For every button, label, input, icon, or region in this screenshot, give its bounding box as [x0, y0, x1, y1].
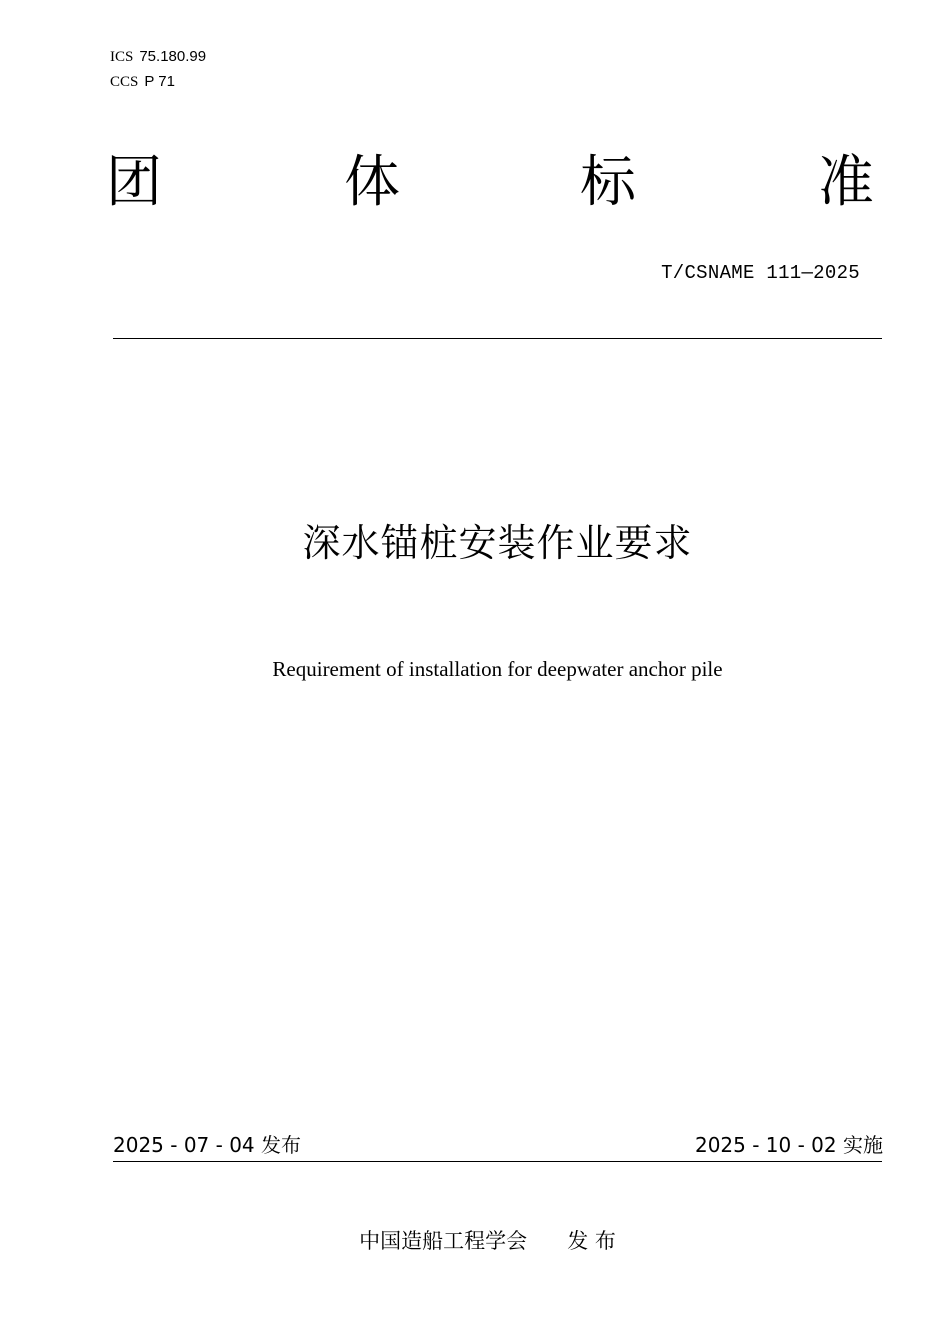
implementation-date: 2025 - 10 - 02 实施	[694, 1133, 883, 1157]
standard-number: T/CSNAME 111—2025	[661, 262, 860, 284]
ccs-label: CCS	[110, 74, 139, 90]
ics-label: ICS	[110, 49, 134, 65]
ics-value: 75.180.99	[139, 48, 207, 65]
header-divider	[113, 338, 882, 339]
publish-action: 发 布	[567, 1229, 616, 1253]
standard-type-char-1: 团	[106, 150, 162, 215]
publisher-line	[0, 1227, 950, 1255]
standard-type-char-3: 标	[580, 150, 636, 215]
ccs-value: P 71	[144, 73, 175, 90]
footer-divider	[113, 1161, 882, 1162]
document-title-chinese: 深水锚桩安装作业要求	[302, 521, 693, 565]
issue-date: 2025 - 07 - 04 发布	[113, 1133, 302, 1157]
standard-type-char-2: 体	[344, 150, 400, 215]
document-title-english: Requirement of installation for deepwater anchor pile	[272, 657, 723, 681]
ccs-classification	[110, 72, 175, 91]
standard-type-char-4: 准	[818, 150, 874, 215]
publisher-name: 中国造船工程学会	[359, 1229, 528, 1253]
ics-classification	[110, 47, 206, 66]
